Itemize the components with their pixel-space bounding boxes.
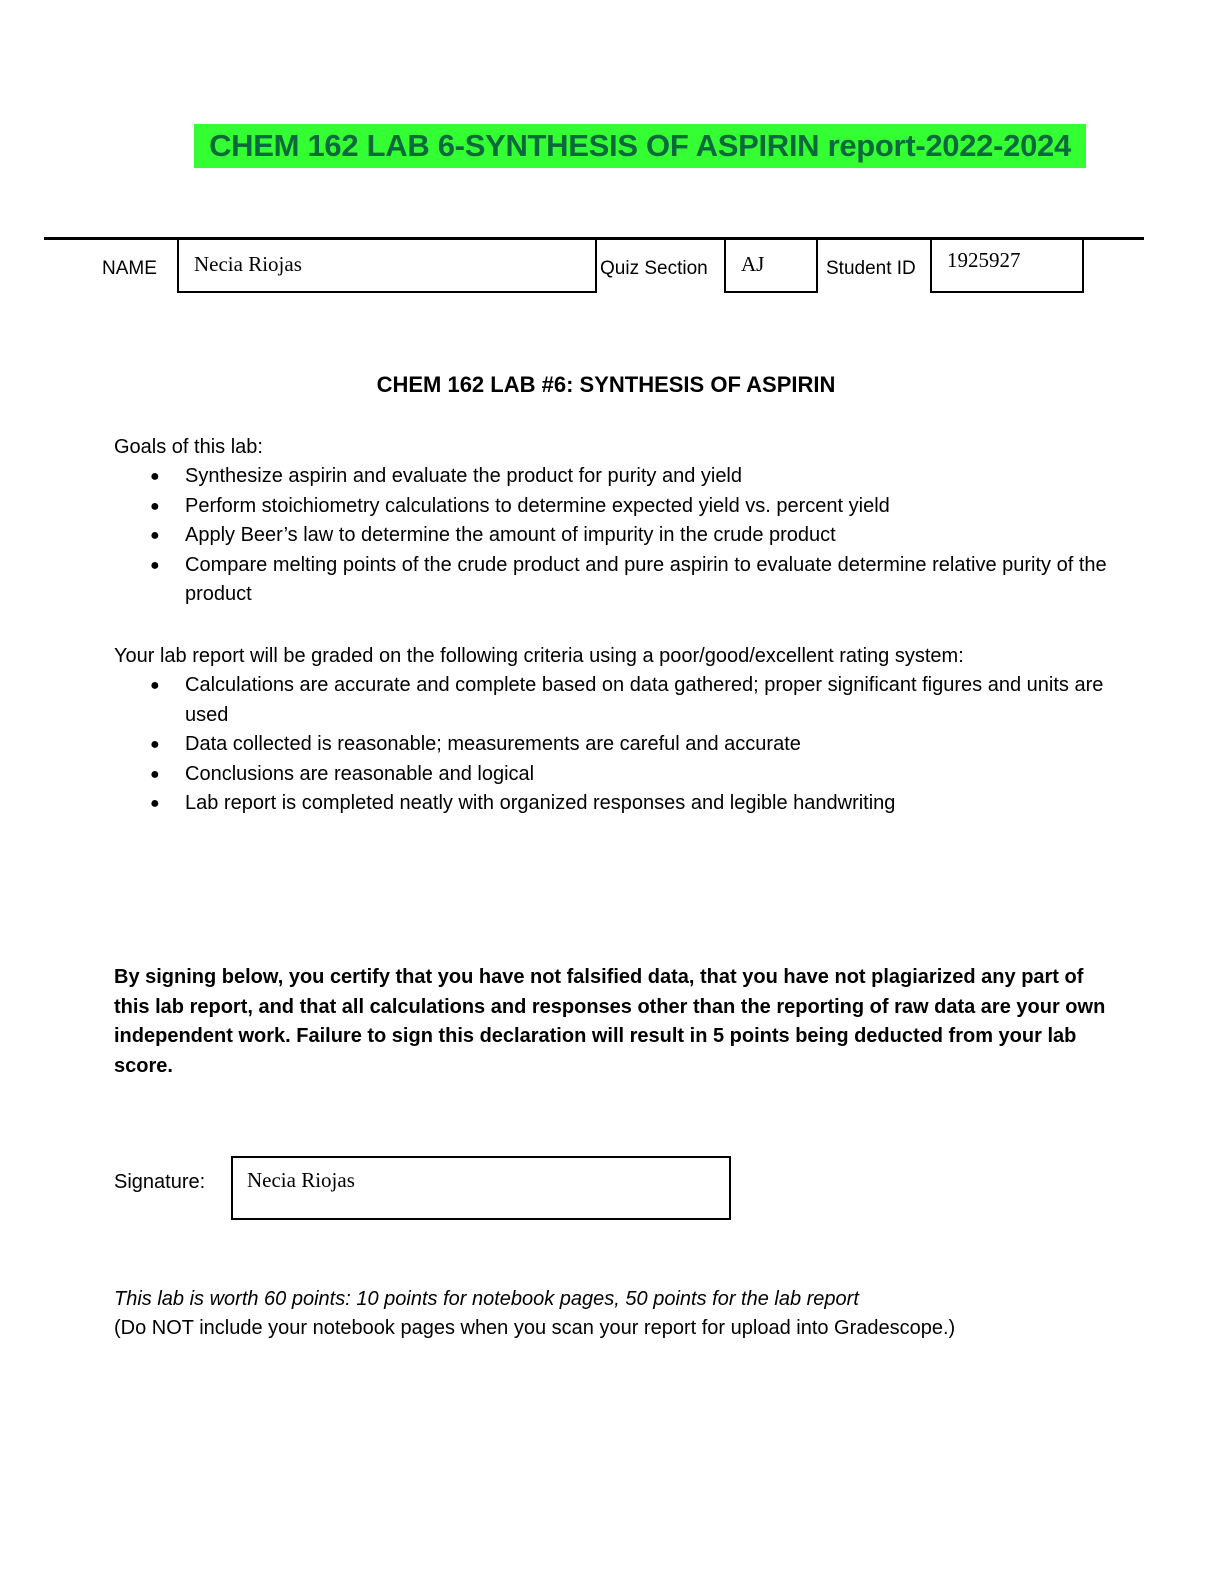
quiz-section-value: AJ	[741, 252, 765, 276]
goals-section	[114, 432, 1114, 610]
bullet-icon: ●	[150, 765, 160, 783]
list-item: ● Apply Beer’s law to determine the amount of impurity in the crude product	[114, 521, 1114, 551]
student-id-field[interactable]	[930, 239, 1084, 293]
goals-list	[114, 462, 1114, 610]
bullet-icon: ●	[150, 556, 160, 574]
bullet-icon: ●	[150, 736, 160, 753]
student-id-label: Student ID	[826, 258, 916, 279]
name-field[interactable]	[177, 239, 597, 293]
list-item: ● Conclusions are reasonable and logical	[114, 760, 1114, 790]
list-item: ● Synthesize aspirin and evaluate the product for purity and yield	[114, 462, 1114, 492]
signature-value: Necia Riojas	[247, 1168, 355, 1192]
criteria-section	[114, 641, 1114, 819]
points-note: This lab is worth 60 points: 10 points for notebook pages, 50 points for the lab report	[114, 1288, 859, 1310]
criteria-intro: Your lab report will be graded on the following criteria using a poor/good/excellent rating system:	[114, 645, 964, 667]
student-id-value: 1925927	[947, 248, 1021, 272]
bullet-icon: ●	[150, 497, 160, 515]
page-title-banner: CHEM 162 LAB 6-SYNTHESIS OF ASPIRIN report-2022-2024	[194, 124, 1086, 168]
list-item: ● Compare melting points of the crude product and pure aspirin to evaluate determine relative purity of the product	[114, 551, 1114, 610]
goals-intro: Goals of this lab:	[114, 436, 263, 458]
section-heading: CHEM 162 LAB #6: SYNTHESIS OF ASPIRIN	[376, 372, 836, 397]
bullet-icon: ●	[150, 677, 160, 694]
bullet-icon: ●	[150, 795, 160, 812]
list-item: ● Data collected is reasonable; measurements are careful and accurate	[114, 730, 1114, 760]
quiz-section-field[interactable]	[724, 239, 818, 293]
certification-declaration: By signing below, you certify that you have not falsified data, that you have not plagiarized any part of this lab report, and that all calculations and responses other than the reporting of raw data are your own independent work. Failure to sign this declaration will result in 5 points being deducted from your lab score.	[114, 966, 1106, 1077]
name-label: NAME	[102, 258, 157, 279]
name-value: Necia Riojas	[194, 252, 302, 276]
signature-field[interactable]	[231, 1156, 731, 1220]
list-item: ● Lab report is completed neatly with organized responses and legible handwriting	[114, 789, 1114, 819]
list-item: ● Calculations are accurate and complete based on data gathered; proper significant figures and units are used	[114, 671, 1114, 730]
list-item: ● Perform stoichiometry calculations to determine expected yield vs. percent yield	[114, 492, 1114, 522]
quiz-section-label: Quiz Section	[600, 258, 708, 279]
upload-note: (Do NOT include your notebook pages when you scan your report for upload into Gradescope.)	[114, 1317, 956, 1339]
signature-label: Signature:	[114, 1171, 206, 1193]
bullet-icon: ●	[150, 468, 160, 485]
criteria-list	[114, 671, 1114, 819]
bullet-icon: ●	[150, 527, 160, 544]
